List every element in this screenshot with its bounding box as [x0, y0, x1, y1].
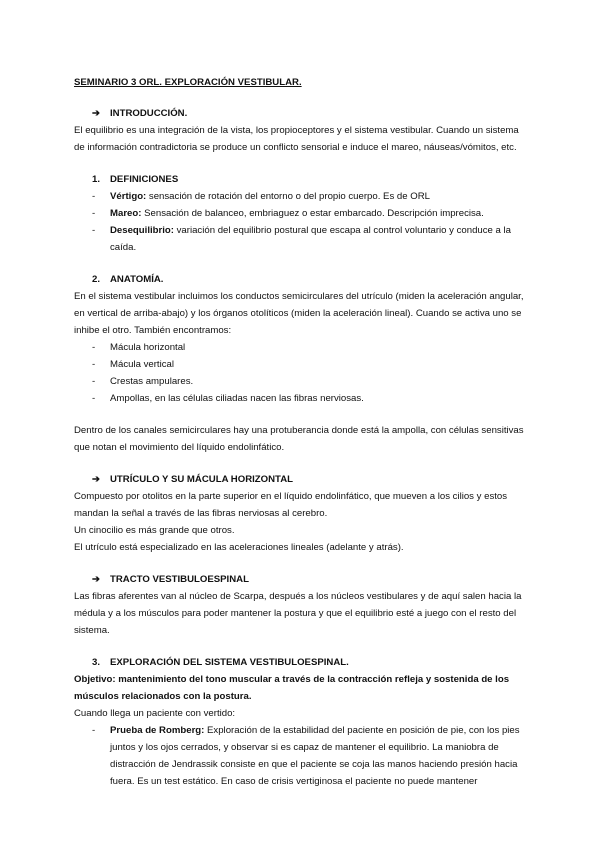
arrow-icon: ➔ — [92, 574, 101, 585]
utriculo-line: Un cinocilio es más grande que otros. — [74, 525, 235, 536]
exploracion-line: Cuando llega un paciente con vertido: — [74, 708, 236, 719]
anatomia-paragraph: En el sistema vestibular incluimos los conductos semicirculares del utrículo (miden la aceleración angular, en vertical de arriba-abajo) y los órganos otolíticos (miden la aceleración lineal). Cuando se activa uno se inhibe el otro. También encontramos: — [74, 291, 524, 336]
anatomia-list — [74, 339, 530, 407]
anatomia-paragraph-2: Dentro de los canales semicirculares hay una protuberancia donde está la ampolla, con células sensitivas que notan el movimiento del líquido endolinfático. — [74, 425, 524, 453]
exploracion-list — [74, 722, 530, 790]
document-title: SEMINARIO 3 ORL. EXPLORACIÓN VESTIBULAR. — [74, 77, 302, 88]
section-heading-utriculo: ➔ UTRÍCULO Y SU MÁCULA HORIZONTAL — [92, 471, 530, 488]
list-item: - Crestas ampulares. — [92, 376, 194, 387]
arrow-icon: ➔ — [92, 474, 101, 485]
tracto-paragraph: Las fibras aferentes van al núcleo de Scarpa, después a los núcleos vestibulares y de aquí salen hacia la médula y a los músculos para poder mantener la postura y que el equilibrio esté a juego con el resto del sistema. — [74, 591, 522, 636]
list-item: - Prueba de Romberg: Exploración de la estabilidad del paciente en posición de pie, con los pies juntos y los ojos cerrados, y observar si es capaz de mantener el equilibrio. La maniobra de distracción de Jendrassik consiste en que el paciente se coja las manos haciendo presión hacia fuera. Es un test estático. En caso de crisis vertiginosa el paciente no puede mantener — [92, 725, 520, 787]
section-heading-definiciones: 1. DEFINICIONES — [92, 174, 179, 185]
list-item: - Vértigo: sensación de rotación del entorno o del propio cuerpo. Es de ORL — [92, 191, 430, 202]
utriculo-line: El utrículo está especializado en las aceleraciones lineales (adelante y atrás). — [74, 542, 404, 553]
definiciones-list — [74, 188, 530, 256]
section-heading-tracto: ➔ TRACTO VESTIBULOESPINAL — [92, 571, 530, 588]
objetivo-paragraph: Objetivo: mantenimiento del tono muscular a través de la contracción refleja y sostenida de los músculos relacionados con la postura. — [74, 674, 510, 702]
document-content — [74, 74, 530, 790]
list-item: - Mácula horizontal — [92, 342, 186, 353]
intro-paragraph: El equilibrio es una integración de la vista, los propioceptores y el sistema vestibular. Cuando un sistema de información contradictoria se produce un conflicto sensorial e induce el mareo, náuseas/vómitos, etc. — [74, 125, 519, 153]
list-item: - Mareo: Sensación de balanceo, embriaguez o estar embarcado. Descripción imprecisa. — [92, 208, 484, 219]
section-heading-exploracion: 3. EXPLORACIÓN DEL SISTEMA VESTIBULOESPINAL. — [92, 657, 349, 668]
list-item: - Ampollas, en las células ciliadas nacen las fibras nerviosas. — [92, 393, 364, 404]
list-item: - Desequilibrio: variación del equilibrio postural que escapa al control voluntario y conduce a la caída. — [92, 225, 512, 253]
arrow-icon: ➔ — [92, 108, 101, 119]
list-item: - Mácula vertical — [92, 359, 174, 370]
utriculo-line: Compuesto por otolitos en la parte superior en el líquido endolinfático, que mueven a los cilios y estos mandan la señal a través de las fibras nerviosas al cerebro. — [74, 491, 508, 519]
section-heading-introduccion: ➔ INTRODUCCIÓN. — [92, 105, 530, 122]
section-heading-anatomia: 2. ANATOMÍA. — [92, 274, 164, 285]
